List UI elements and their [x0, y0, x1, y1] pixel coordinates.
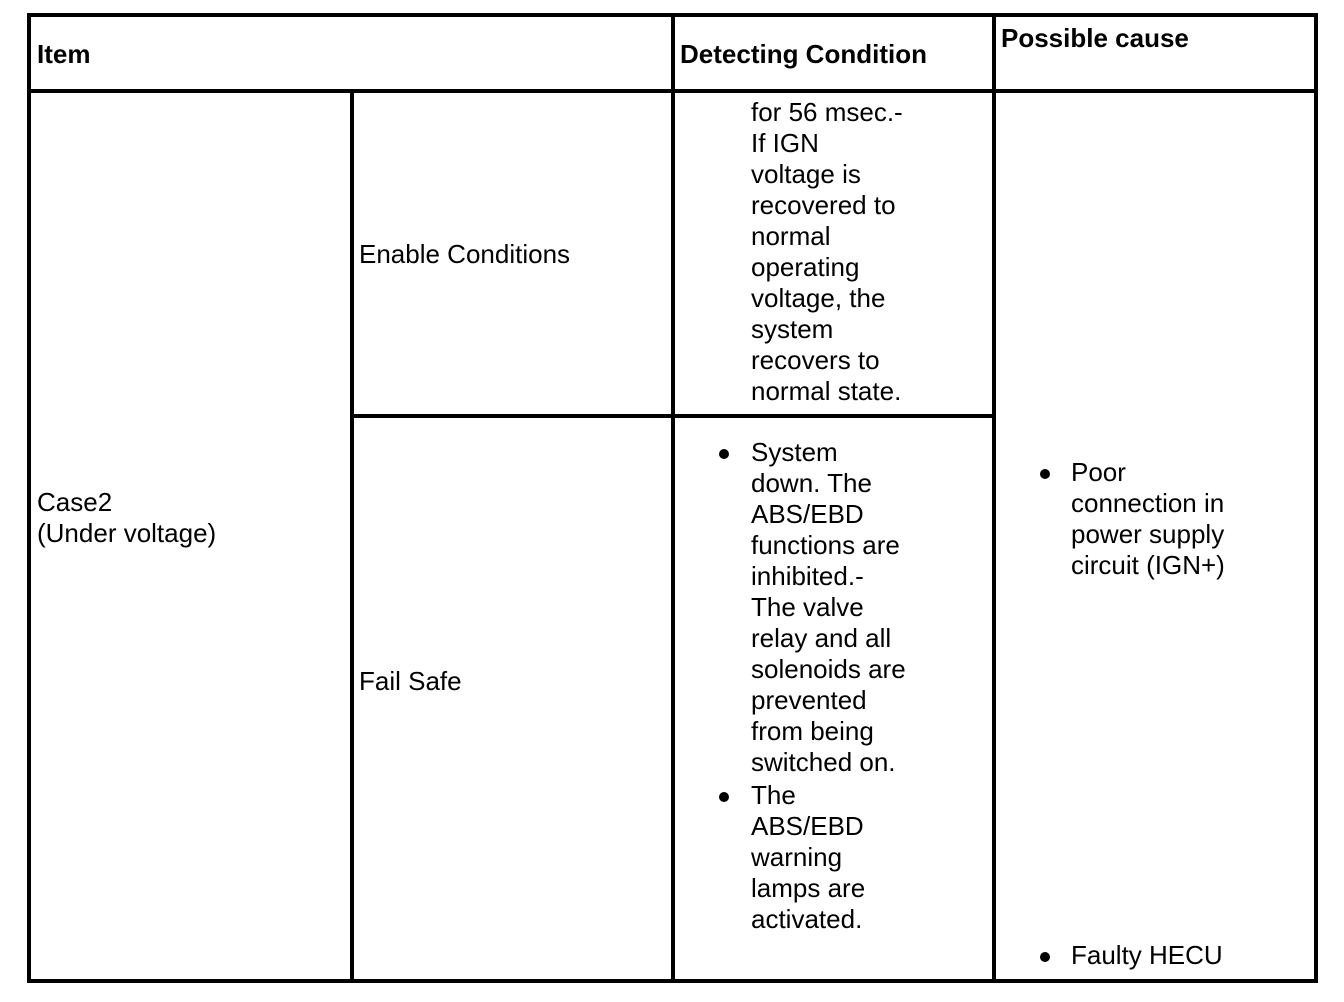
fail-safe-bullet-1: System down. The ABS/EBD functions are inhibited.- The valve relay and all solenoids are prevented from being switched on.: [751, 437, 906, 777]
fail-safe-bullet-2: The ABS/EBD warning lamps are activated.: [751, 780, 866, 934]
bullet-icon: [719, 449, 729, 459]
case-label-line1: Case2: [37, 487, 113, 517]
case-label-line2: (Under voltage): [37, 518, 217, 548]
possible-cause-1: Poor connection in power supply circuit (IGN+): [1071, 457, 1225, 580]
col-divider-cause: [992, 17, 996, 979]
row-label-fail-safe: Fail Safe: [359, 666, 462, 696]
row-divider: [354, 414, 992, 418]
bullet-icon: [1040, 952, 1050, 962]
col-divider-detecting: [671, 17, 675, 979]
enable-condition-text: for 56 msec.- If IGN voltage is recovered to normal operating voltage, the system recovers to normal state.: [751, 97, 903, 406]
header-detecting-condition: Detecting Condition: [680, 39, 927, 69]
header-item: Item: [37, 39, 91, 69]
col-divider-subitem: [350, 89, 354, 979]
possible-cause-2: Faulty HECU: [1071, 940, 1223, 970]
header-divider: [31, 89, 1314, 93]
row-label-enable-conditions: Enable Conditions: [359, 239, 571, 269]
bullet-icon: [719, 792, 729, 802]
header-possible-cause: Possible cause: [1001, 23, 1189, 53]
bullet-icon: [1040, 469, 1050, 479]
